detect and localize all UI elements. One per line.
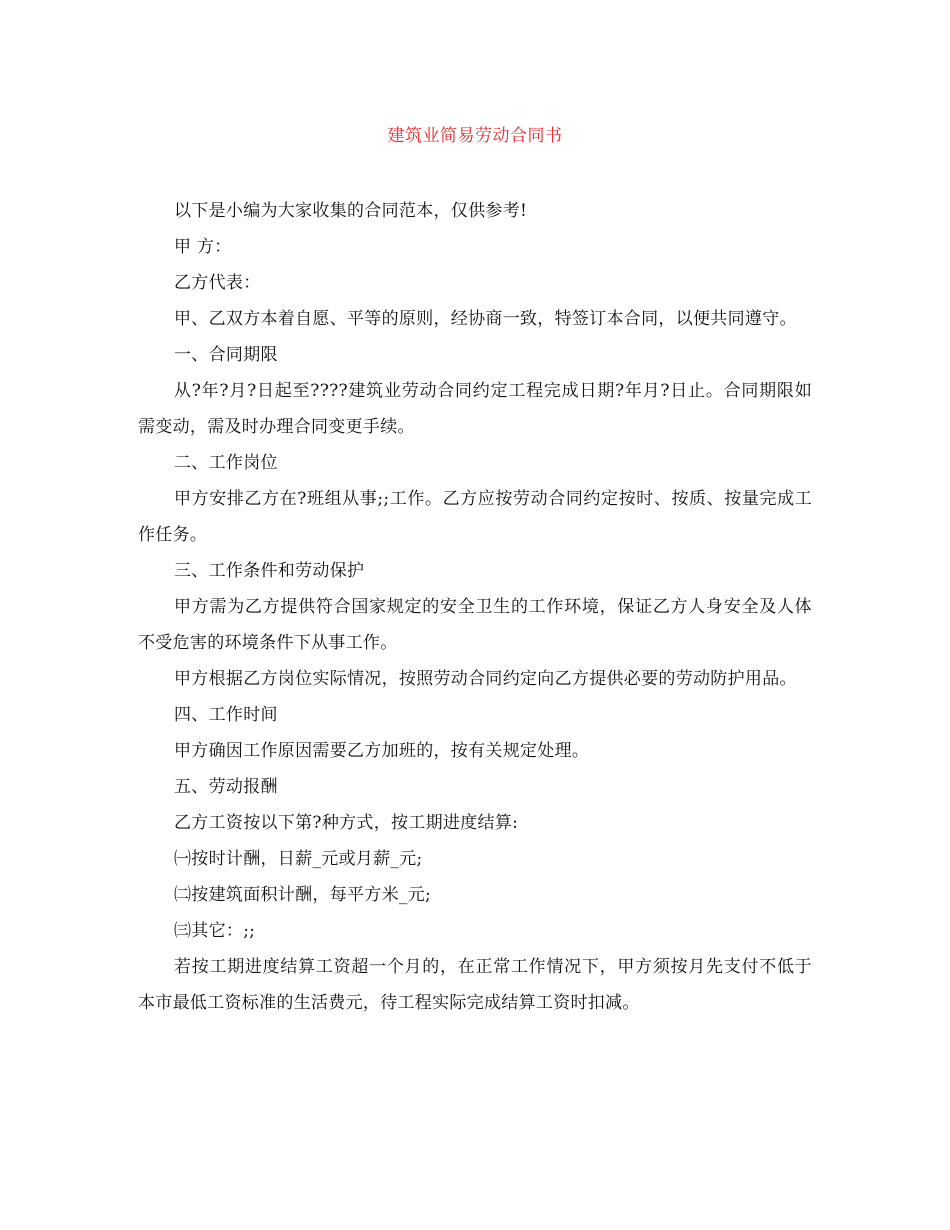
paragraph-overtime: 甲方确因工作原因需要乙方加班的，按有关规定处理。 [174, 741, 590, 761]
section-heading-contract-term: 一、合同期限 [174, 345, 278, 365]
section-heading-working-conditions: 三、工作条件和劳动保护 [174, 561, 365, 581]
paragraph-working-environment: 甲方需为乙方提供符合国家规定的安全卫生的工作环境，保证乙方人身安全及人体不受危害的环境条件下从事工作。 [138, 597, 812, 653]
paragraph-pay-method: 乙方工资按以下第?种方式，按工期进度结算: [174, 813, 519, 833]
paragraph-living-allowance: 若按工期进度结算工资超一个月的，在正常工作情况下，甲方须按月先支付不低于本市最低工资标准的生活费元，待工程实际完成结算工资时扣减。 [138, 957, 812, 1013]
paragraph-intro: 以下是小编为大家收集的合同范本，仅供参考! [174, 201, 528, 221]
document-body [138, 193, 812, 1021]
paragraph-protective-equipment: 甲方根据乙方岗位实际情况，按照劳动合同约定向乙方提供必要的劳动防护用品。 [174, 669, 797, 689]
list-item-area-based-pay: ㈡按建筑面积计酬，每平方米_元; [174, 885, 432, 905]
paragraph-party-a: 甲 方： [174, 237, 232, 257]
section-heading-remuneration: 五、劳动报酬 [174, 777, 278, 797]
paragraph-agreement: 甲、乙双方本着自愿、平等的原则，经协商一致，特签订本合同，以便共同遵守。 [174, 309, 797, 329]
paragraph-job-position: 甲方安排乙方在?班组从事;;工作。乙方应按劳动合同约定按时、按质、按量完成工作任务。 [138, 489, 812, 545]
list-item-other-pay: ㈢其它：;; [174, 921, 256, 941]
section-heading-job-position: 二、工作岗位 [174, 453, 278, 473]
paragraph-contract-term: 从?年?月?日起至????建筑业劳动合同约定工程完成日期?年月?日止。合同期限如需变动，需及时办理合同变更手续。 [138, 381, 812, 437]
list-item-time-based-pay: ㈠按时计酬，日薪_元或月薪_元; [174, 849, 423, 869]
document-title: 建筑业简易劳动合同书 [387, 126, 563, 146]
section-heading-working-hours: 四、工作时间 [174, 705, 278, 725]
paragraph-party-b-representative: 乙方代表： [174, 273, 261, 293]
